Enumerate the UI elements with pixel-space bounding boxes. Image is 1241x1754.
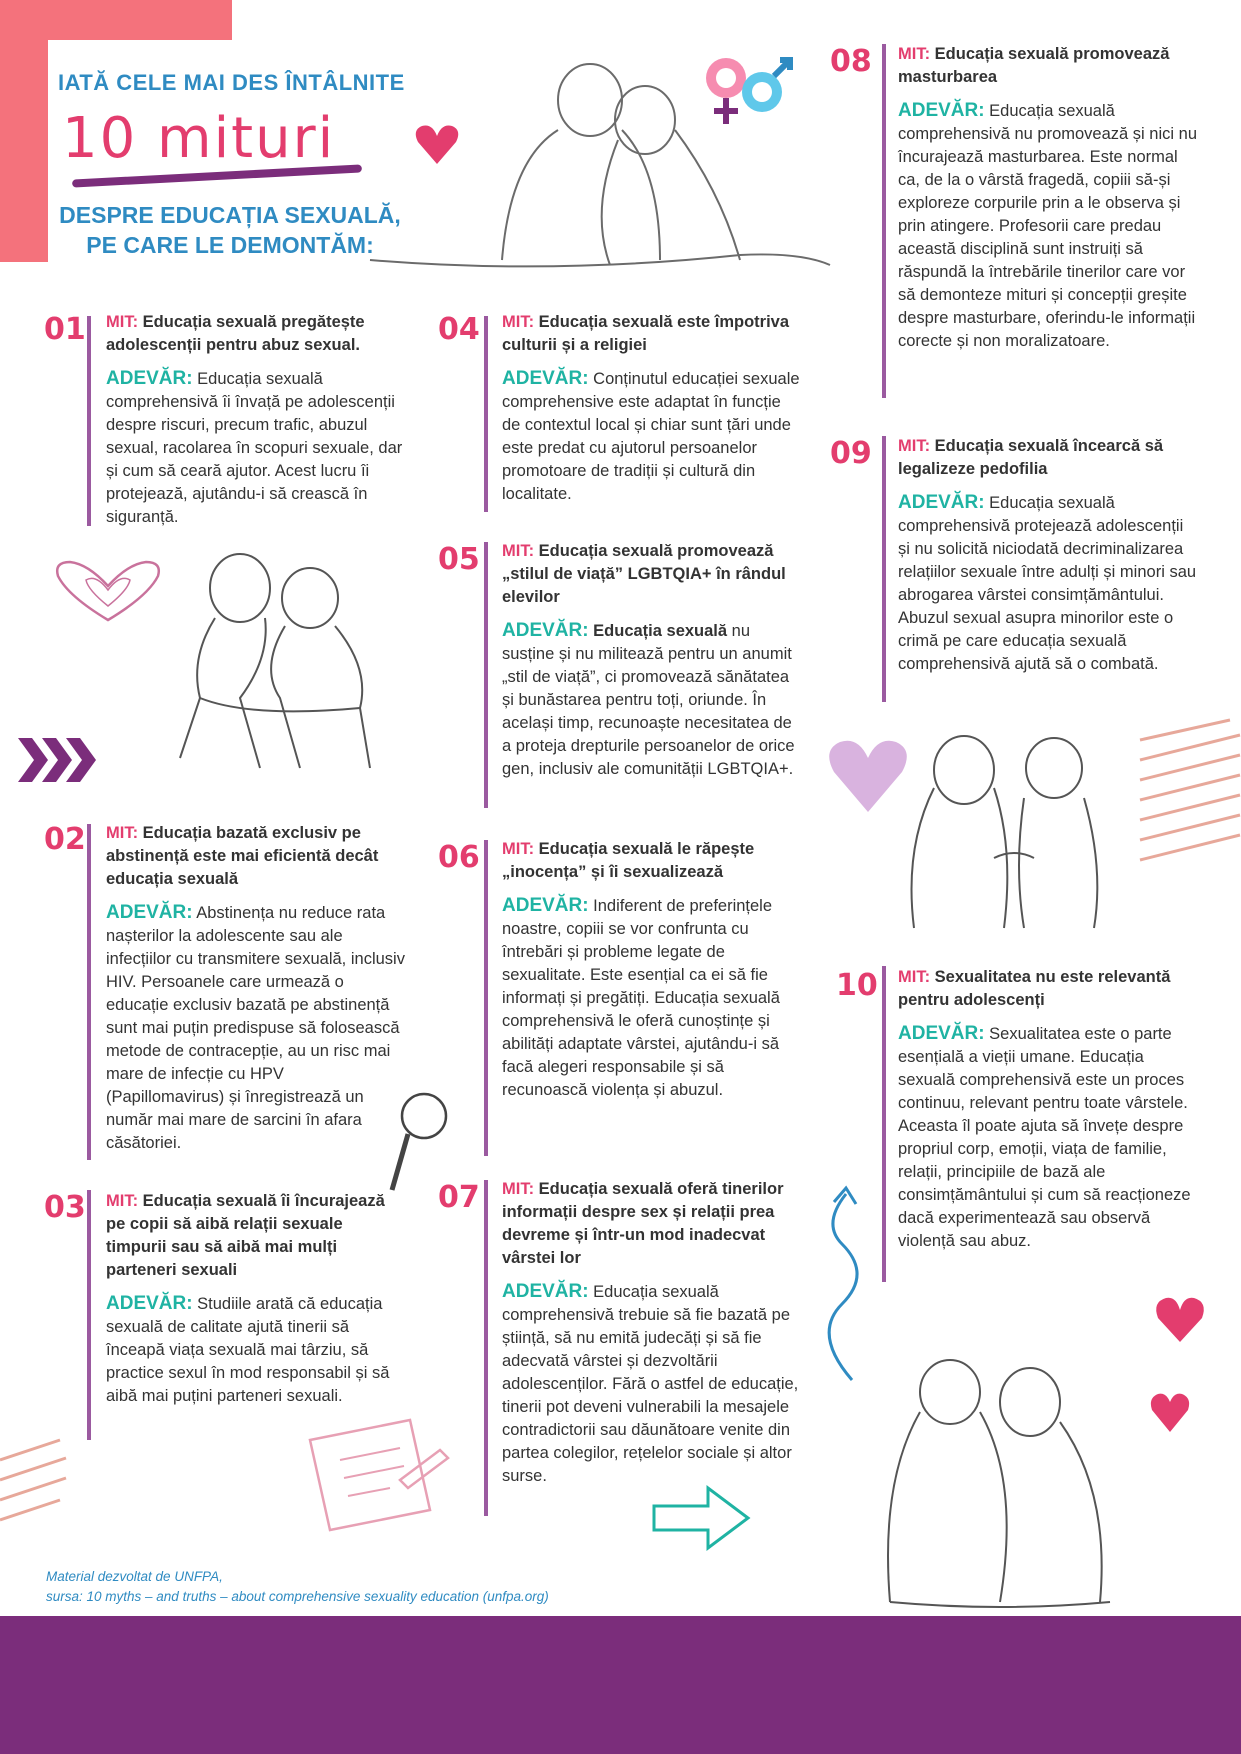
footer-line-1: Material dezvoltat de UNFPA, [46,1569,223,1584]
adevar-label: ADEVĂR: [898,492,985,513]
item-09-bar [882,436,886,702]
item-09-number: 09 [830,436,872,471]
mit-text: Educația sexuală promovează masturbarea [898,45,1170,86]
mit-text: Educația sexuală încearcă să legalizeze pedofilia [898,437,1164,478]
item-06-bar [484,840,488,1156]
myth-item-06 [502,838,802,1102]
subtitle-line-2: PE CARE LE DEMONTĂM: [86,232,374,258]
mit-label: MIT: [106,313,139,331]
item-07-bar [484,1180,488,1516]
adevar-label: ADEVĂR: [898,100,985,121]
page-subtitle [50,200,410,260]
adevar-label: ADEVĂR: [106,902,193,923]
adevar-bold-text: Educația sexuală [593,622,728,640]
item-04-number: 04 [438,312,480,347]
item-06-number: 06 [438,840,480,875]
mit-label: MIT: [502,840,535,858]
footer-band [0,1616,1241,1754]
adevar-label: ADEVĂR: [898,1023,985,1044]
myth-item-08 [898,43,1198,353]
header-intro: IATĂ CELE MAI DES ÎNTÂLNITE [58,70,405,95]
myth-item-05 [502,540,802,781]
item-10-bar [882,966,886,1282]
mit-label: MIT: [502,1180,535,1198]
item-07-number: 07 [438,1180,480,1215]
item-08-bar [882,44,886,398]
adevar-text: Educația sexuală comprehensivă nu promovează și nici nu încurajează masturbarea. Este normal ca, de la o vârstă fragedă, copiii să-și exploreze corpurile prin a le observa și prin atingere. Profesorii care predau această disciplină sunt instruiți să răspundă la întrebările tinerilor care vor să demonteze mituri și concepții greșite despre masturbare, oferindu-le informații corecte și non moralizatoare. [898,102,1197,350]
magnifier-icon [390,1090,450,1200]
subtitle-line-1: DESPRE EDUCAȚIA SEXUALĂ, [59,202,401,228]
adevar-label: ADEVĂR: [502,1281,589,1302]
myth-item-09 [898,435,1198,676]
myth-item-03 [106,1190,406,1408]
item-04-bar [484,316,488,512]
item-03-bar [87,1190,91,1440]
item-03-number: 03 [44,1190,86,1225]
hand-heart-icon [48,556,168,626]
adevar-text: nu susține și nu militează pentru un anumit „stil de viață”, ci promovează sănătatea și bunăstarea pentru toți, oriunde. În același timp, recunoaște necesitatea de a proteja drepturile persoanelor de orice gen, inclusiv ale comunității LGBTQIA+. [502,622,795,778]
mit-label: MIT: [898,968,931,986]
scribble-lines-left [0,1440,70,1540]
adevar-label: ADEVĂR: [502,368,589,389]
adevar-text: Studiile arată că educația sexuală de calitate ajută tinerii să înceapă viața sexuală mai târziu, să practice sexul în mod responsabil și să aibă mai puțini parteneri sexuali. [106,1295,390,1405]
adevar-text: Conținutul educației sexuale comprehensive este adaptat în funcție de contextul local și chiar sunt țări unde este predat cu ajutorul persoanelor promotoare de tradiții și cultură din localitate. [502,370,800,503]
mit-text: Educația sexuală pregătește adolescenții pentru abuz sexual. [106,313,365,354]
couple-holding-hands-illustration [894,728,1114,928]
adevar-label: ADEVĂR: [106,1293,193,1314]
myth-item-10 [898,966,1198,1253]
couple-sitting-illustration [490,60,830,280]
arrow-right-icon [652,1484,752,1554]
item-01-bar [87,316,91,526]
mit-text: Educația sexuală promovează „stilul de viață” LGBTQIA+ în rândul elevilor [502,542,786,606]
item-02-number: 02 [44,822,86,857]
myth-item-07 [502,1178,802,1488]
mit-text: Educația sexuală este împotriva culturii și a religiei [502,313,790,354]
adevar-label: ADEVĂR: [502,895,589,916]
mit-text: Sexualitatea nu este relevantă pentru adolescenți [898,968,1171,1009]
mit-label: MIT: [898,45,931,63]
chevrons-icon [18,738,98,782]
item-08-number: 08 [830,44,872,79]
item-01-number: 01 [44,312,86,347]
adevar-text: Educația sexuală comprehensivă îi învață pe adolescenții despre riscuri, precum trafic, abuzul sexual, racolarea în scopuri sexuale, dar și cum să ceară ajutor. Acest lucru îi protejează, ajutându-i să crească în siguranță. [106,370,403,526]
footer-source-link[interactable]: sursa: 10 myths – and truths – about comprehensive sexuality education (unfpa.org) [46,1589,549,1604]
mit-text: Educația sexuală oferă tinerilor informații despre sex și relații prea devreme și într-un mod inadecvat vârstei lor [502,1180,784,1267]
adevar-label: ADEVĂR: [106,368,193,389]
mit-label: MIT: [106,1192,139,1210]
myth-item-01 [106,311,406,529]
letter-pencil-icon [300,1420,450,1540]
mit-label: MIT: [898,437,931,455]
page-title: 10 mituri [62,106,336,171]
heart-icon [412,120,462,170]
footer-credit [46,1567,549,1607]
item-05-number: 05 [438,542,480,577]
couple-embracing-illustration [870,1352,1130,1614]
teens-sitting-illustration [160,548,410,788]
adevar-text: Educația sexuală comprehensivă protejează adolescenții și nu solicită niciodată decriminalizarea relațiilor sexuale între adulți și minori sau abrogarea vârstei consimțământului. Abuzul sexual asupra minorilor este o crimă pe care educația sexuală comprehensivă ajută să o combată. [898,494,1197,673]
item-05-bar [484,542,488,808]
adevar-label: ADEVĂR: [502,620,589,641]
myth-item-02 [106,822,406,1155]
mit-label: MIT: [502,313,535,331]
mit-label: MIT: [106,824,139,842]
item-02-bar [87,824,91,1160]
adevar-text: Sexualitatea este o parte esențială a vieții umane. Educația sexuală comprehensivă este un proces continuu, relevant pentru toate vârstele. Aceasta îl poate ajuta să învețe despre propriul corp, emoții, viața de familie, relații, principiile de bază ale consimțământului și cum să reacționeze dacă experimentează sau observă violență sau abuz. [898,1025,1191,1250]
pink-hearts-icon [1150,1292,1210,1442]
mit-text: Educația bazată exclusiv pe abstinență este mai eficientă decât educația sexuală [106,824,379,888]
scribble-lines-right [1140,720,1240,880]
adevar-text: Abstinența nu reduce rata nașterilor la adolescente sau ale infecțiilor cu transmitere sexuală, inclusiv HIV. Persoanele care urmează o educație exclusiv bazată pe abstinență sunt mai puțin predispuse să folosească metode de contracepție, au un risc mai mare de infecție cu HPV (Papillomavirus) și înregistrează un număr mai mare de sarcini în afara căsătoriei. [106,904,405,1152]
mit-label: MIT: [502,542,535,560]
mit-text: Educația sexuală îi încurajează pe copii să aibă relații sexuale timpurii sau să aibă mai mulți parteneri sexuali [106,1192,385,1279]
adevar-text: Indiferent de preferințele noastre, copiii se vor confrunta cu întrebări și probleme legate de sexualitate. Este esențial ca ei să fie informați și pregătiți. Educația sexuală comprehensivă le oferă cunoștințe și abilități adaptate vârstei, ajutându-i să facă alegeri responsabile și să recunoască violența și abuzul. [502,897,780,1099]
mit-text: Educația sexuală le răpește „inocența” și îi sexualizează [502,840,755,881]
myth-item-04 [502,311,802,506]
adevar-text: Educația sexuală comprehensivă trebuie să fie bazată pe știință, să nu emită judecăți și să fie adecvată vârstei și dezvoltării adolescenților. Fără o astfel de educație, tinerii pot deveni vulnerabili la mesajele contradictorii sau dăunătoare venite din partea colegilor, rețelelor sociale și altor surse. [502,1283,799,1485]
item-10-number: 10 [836,968,878,1003]
